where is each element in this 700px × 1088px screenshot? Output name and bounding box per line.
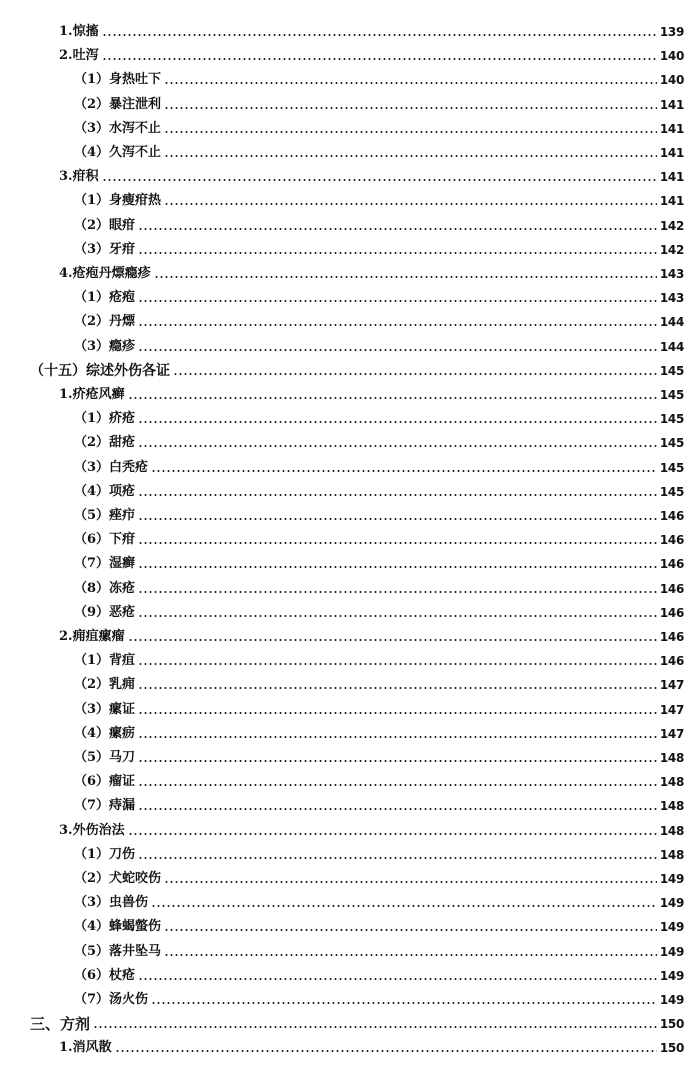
- toc-entry-page: 147: [659, 726, 684, 741]
- toc-entry-page: 146: [659, 630, 684, 644]
- toc-entry-page: 146: [659, 605, 684, 620]
- toc-entry-page: 148: [659, 823, 684, 838]
- toc-entry[interactable]: [0, 673, 684, 697]
- toc-entry-title: 3.疳积: [59, 169, 99, 185]
- dot-leader: [138, 808, 657, 810]
- dot-leader: [138, 712, 657, 714]
- toc-entry-title: （2）乳痈: [74, 677, 136, 693]
- dot-leader: [138, 736, 657, 738]
- dot-leader: [164, 203, 657, 205]
- toc-entry-page: 140: [659, 49, 684, 64]
- dot-leader: [138, 978, 657, 980]
- toc-entry-title: （4）久泻不止: [74, 145, 162, 160]
- toc-entry-page: 150: [659, 1017, 684, 1032]
- dot-leader: [138, 421, 657, 423]
- toc-entry[interactable]: [0, 189, 684, 213]
- dot-leader: [138, 615, 657, 617]
- toc-entry[interactable]: [0, 552, 684, 576]
- toc-entry-title: （3）瘾疹: [74, 338, 136, 354]
- toc-entry[interactable]: [0, 577, 684, 601]
- toc-entry-title: （5）落井坠马: [74, 943, 162, 959]
- toc-entry-title: （2）甜疮: [74, 435, 136, 451]
- dot-leader: [138, 518, 657, 520]
- toc-entry-page: 141: [659, 194, 684, 209]
- toc-entry-page: 147: [659, 702, 684, 717]
- toc-entry-page: 141: [659, 170, 684, 185]
- toc-entry[interactable]: [0, 68, 684, 92]
- dot-leader: [138, 300, 657, 302]
- dot-leader: [164, 155, 657, 157]
- toc-entry-page: 146: [659, 581, 684, 596]
- toc-entry-title: （2）暴注泄利: [74, 96, 162, 112]
- dot-leader: [164, 82, 657, 84]
- toc-entry[interactable]: [0, 819, 684, 843]
- dot-leader: [138, 228, 657, 230]
- toc-entry-title: （3）虫兽伤: [74, 895, 149, 911]
- toc-entry-page: 143: [659, 267, 684, 281]
- toc-entry-title: （3）牙疳: [74, 241, 136, 257]
- toc-entry[interactable]: [0, 286, 684, 310]
- toc-entry[interactable]: [0, 117, 684, 141]
- toc-entry-page: 142: [659, 218, 684, 233]
- toc-entry[interactable]: [0, 262, 684, 286]
- dot-leader: [173, 373, 657, 375]
- dot-leader: [102, 179, 657, 181]
- toc-entry-title: （6）杖疮: [74, 967, 136, 983]
- dot-leader: [151, 470, 657, 472]
- toc-entry[interactable]: [0, 383, 684, 407]
- toc-entry-title: （1）背疽: [74, 653, 136, 669]
- toc-entry-page: 149: [659, 993, 684, 1007]
- toc-entry-page: 149: [659, 872, 684, 886]
- toc-entry[interactable]: [0, 165, 684, 189]
- toc-entry[interactable]: [0, 528, 684, 552]
- toc-entry[interactable]: [0, 964, 684, 988]
- toc-entry-page: 149: [659, 944, 684, 959]
- toc-entry[interactable]: [0, 1012, 684, 1036]
- toc-entry-page: 145: [659, 484, 684, 499]
- toc-entry-page: 140: [659, 73, 684, 88]
- toc-entry[interactable]: [0, 214, 684, 238]
- toc-entry-page: 149: [659, 896, 684, 911]
- toc-entry[interactable]: [0, 480, 684, 504]
- toc-entry[interactable]: [0, 407, 684, 431]
- toc-entry[interactable]: [0, 746, 684, 770]
- toc-entry-title: （2）犬蛇咬伤: [74, 871, 162, 886]
- dot-leader: [138, 784, 657, 786]
- toc-entry-title: （3）瘰证: [74, 701, 136, 717]
- toc-entry-title: （8）冻疮: [74, 580, 136, 596]
- toc-entry-title: （十五）综述外伤各证: [30, 362, 170, 379]
- dot-leader: [138, 591, 657, 593]
- toc-entry-page: 146: [659, 557, 684, 572]
- toc-entry-title: （2）眼疳: [74, 217, 136, 233]
- dot-leader: [138, 663, 657, 665]
- toc-entry-title: （4）蜂蝎螫伤: [74, 919, 162, 935]
- toc-entry[interactable]: [0, 335, 684, 359]
- toc-entry-page: 143: [659, 291, 684, 306]
- toc-entry[interactable]: [0, 20, 684, 44]
- dot-leader: [164, 954, 657, 956]
- toc-entry-page: 141: [659, 97, 684, 112]
- toc-entry[interactable]: [0, 722, 684, 746]
- toc-entry-page: 149: [659, 920, 684, 935]
- toc-entry-title: 三、方剂: [30, 1015, 91, 1034]
- toc-entry-title: （3）白秃疮: [74, 459, 149, 475]
- dot-leader: [138, 349, 657, 351]
- toc-entry-page: 148: [659, 799, 684, 814]
- toc-entry-page: 145: [659, 388, 684, 402]
- toc-entry-title: （1）刀伤: [74, 846, 136, 862]
- toc-entry[interactable]: [0, 794, 684, 818]
- toc-entry[interactable]: [0, 940, 684, 964]
- dot-leader: [128, 397, 657, 399]
- toc-entry-page: 141: [659, 121, 684, 136]
- toc-entry[interactable]: [0, 310, 684, 334]
- toc-entry-title: （7）痔漏: [74, 798, 136, 814]
- toc-entry-title: （6）瘤证: [74, 774, 136, 790]
- toc-entry[interactable]: [0, 843, 684, 867]
- dot-leader: [151, 1002, 657, 1004]
- toc-entry[interactable]: [0, 93, 684, 117]
- dot-leader: [164, 131, 657, 133]
- toc-entry-page: 146: [659, 533, 684, 548]
- dot-leader: [138, 445, 657, 447]
- toc-entry-title: （3）水泻不止: [74, 120, 162, 136]
- dot-leader: [138, 857, 657, 859]
- toc-entry-page: 148: [659, 751, 684, 765]
- toc-entry[interactable]: [0, 649, 684, 673]
- toc-entry[interactable]: [0, 238, 684, 262]
- toc-entry[interactable]: [0, 915, 684, 939]
- toc-entry-page: 149: [659, 968, 684, 983]
- toc-entry-title: 2.吐泻: [59, 48, 99, 64]
- toc-entry[interactable]: [0, 601, 684, 625]
- dot-leader: [115, 1050, 657, 1052]
- toc-entry-title: 1.消风散: [59, 1040, 112, 1056]
- toc-entry-title: （7）汤火伤: [74, 992, 149, 1007]
- toc-entry-title: （1）身瘦疳热: [74, 193, 162, 209]
- toc-entry-title: 3.外伤治法: [59, 822, 125, 838]
- dot-leader: [138, 687, 657, 689]
- dot-leader: [102, 58, 657, 60]
- toc-entry[interactable]: [0, 988, 684, 1012]
- dot-leader: [138, 542, 657, 544]
- toc-entry[interactable]: [0, 1036, 684, 1060]
- toc-entry-page: 146: [659, 509, 684, 523]
- toc-entry-page: 147: [659, 678, 684, 693]
- toc-entry[interactable]: [0, 770, 684, 794]
- dot-leader: [138, 760, 657, 762]
- toc-entry-title: （4）瘰疬: [74, 725, 136, 741]
- toc-entry-title: 2.痈疽瘰瘤: [59, 629, 125, 644]
- toc-entry-page: 141: [659, 146, 684, 160]
- toc-entry-title: （1）身热吐下: [74, 72, 162, 88]
- toc-entry-title: （6）下疳: [74, 532, 136, 548]
- toc-entry-page: 145: [659, 460, 684, 475]
- toc-entry[interactable]: [0, 141, 684, 165]
- toc-entry-page: 145: [659, 412, 684, 427]
- toc-entry-page: 148: [659, 775, 684, 790]
- dot-leader: [138, 566, 657, 568]
- toc-entry-title: 4.疮疱丹熛瘾疹: [59, 266, 151, 281]
- toc-entry-title: 1.惊搐: [59, 24, 99, 39]
- toc-entry-title: （4）项疮: [74, 483, 136, 499]
- toc-entry-page: 145: [659, 436, 684, 451]
- toc-entry[interactable]: [0, 359, 684, 383]
- toc-entry[interactable]: [0, 504, 684, 528]
- dot-leader: [128, 833, 657, 835]
- toc-entry-page: 139: [659, 25, 684, 39]
- toc-entry-title: （2）丹熛: [74, 314, 136, 330]
- dot-leader: [138, 494, 657, 496]
- toc-entry[interactable]: [0, 431, 684, 455]
- toc-entry-title: （7）湿癣: [74, 556, 136, 572]
- toc-entry[interactable]: [0, 867, 684, 891]
- toc-entry-title: （1）疮疱: [74, 290, 136, 306]
- dot-leader: [138, 252, 657, 254]
- dot-leader: [138, 324, 657, 326]
- toc-entry[interactable]: [0, 698, 684, 722]
- toc-entry-page: 145: [659, 363, 684, 378]
- toc-entry[interactable]: [0, 456, 684, 480]
- toc-entry-page: 144: [659, 339, 684, 354]
- toc-entry-page: 148: [659, 847, 684, 862]
- toc-entry[interactable]: [0, 44, 684, 68]
- toc-entry-title: （1）疥疮: [74, 411, 136, 427]
- toc-entry-title: （9）恶疮: [74, 604, 136, 620]
- toc-entry[interactable]: [0, 891, 684, 915]
- toc-entry-title: （5）马刀: [74, 750, 136, 765]
- dot-leader: [154, 276, 657, 278]
- dot-leader: [164, 929, 657, 931]
- dot-leader: [164, 881, 657, 883]
- dot-leader: [102, 34, 657, 36]
- toc-entry[interactable]: [0, 625, 684, 649]
- toc-entry-page: 146: [659, 654, 684, 669]
- toc-entry-page: 144: [659, 315, 684, 330]
- toc-entry-title: 1.疥疮风癣: [59, 387, 125, 402]
- toc-entry-title: （5）痤疖: [74, 508, 136, 523]
- toc-entry-page: 142: [659, 242, 684, 257]
- dot-leader: [164, 107, 657, 109]
- dot-leader: [128, 639, 657, 641]
- dot-leader: [93, 1026, 657, 1028]
- dot-leader: [151, 905, 657, 907]
- toc-entry-page: 150: [659, 1041, 684, 1056]
